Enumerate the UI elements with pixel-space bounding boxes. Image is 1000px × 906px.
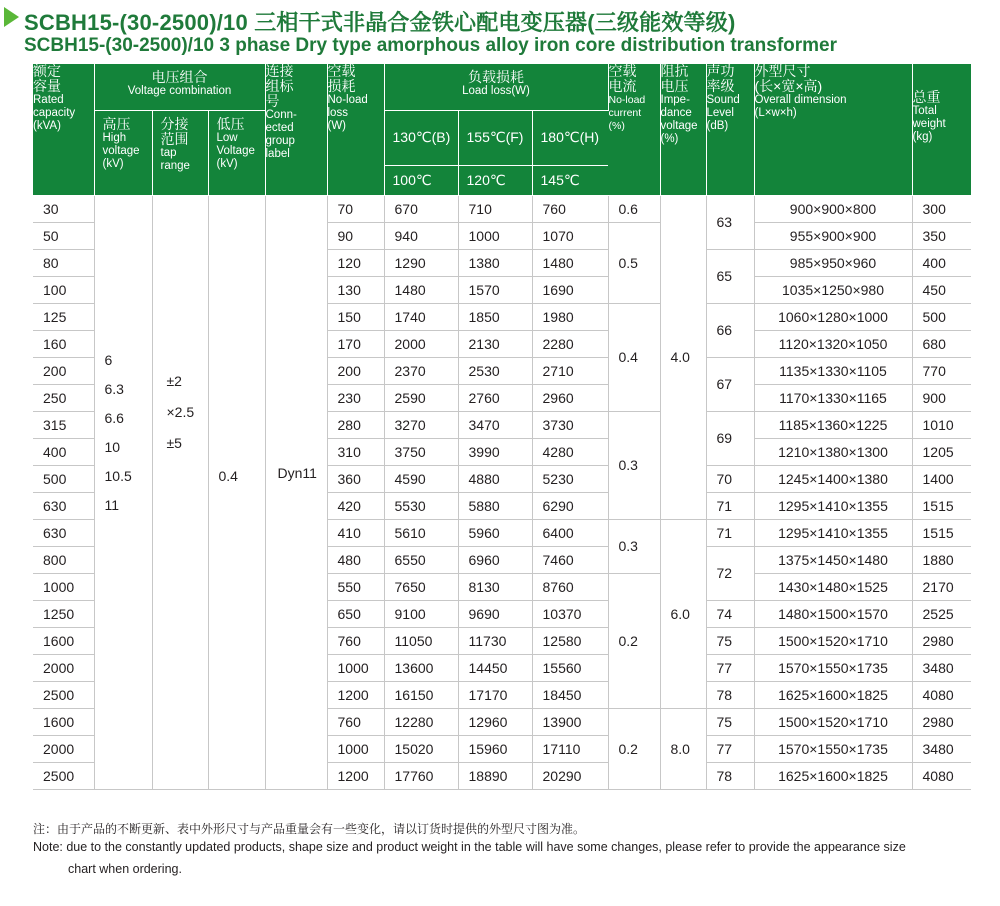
cell-capacity: 2500 — [33, 762, 94, 789]
cell-load-h: 7460 — [532, 546, 608, 573]
cell-capacity: 500 — [33, 465, 94, 492]
cell-noload-loss: 760 — [327, 708, 384, 735]
cell-dimension: 985×950×960 — [754, 249, 912, 276]
cell-dimension: 955×900×900 — [754, 222, 912, 249]
cell-load-b: 12280 — [384, 708, 458, 735]
cell-load-h: 1480 — [532, 249, 608, 276]
cell-load-b: 16150 — [384, 681, 458, 708]
cell-noload-loss: 90 — [327, 222, 384, 249]
cell-dimension: 1170×1330×1165 — [754, 384, 912, 411]
header-voltage — [94, 64, 265, 110]
header-high-en: High voltage (kV) — [102, 131, 140, 170]
cell-noload-loss: 230 — [327, 384, 384, 411]
cell-dimension: 1625×1600×1825 — [754, 681, 912, 708]
cell-noload-loss: 480 — [327, 546, 384, 573]
cell-noload-loss: 650 — [327, 600, 384, 627]
cell-sound-level: 69 — [706, 411, 754, 465]
header-high-cn: 高压 — [102, 115, 131, 132]
high-voltage-value: 10 — [104, 438, 121, 455]
cell-sound-level: 65 — [706, 249, 754, 303]
header-noload-en: No-load loss (W) — [327, 94, 368, 132]
cell-noload-loss: 1200 — [327, 762, 384, 789]
header-tap-en: tap range — [160, 146, 190, 172]
cell-weight: 4080 — [912, 762, 971, 789]
header-weight — [912, 64, 971, 195]
cell-load-b: 7650 — [384, 573, 458, 600]
cell-capacity: 1600 — [33, 708, 94, 735]
cell-noload-loss: 410 — [327, 519, 384, 546]
cell-weight: 400 — [912, 249, 971, 276]
tap-range-value: ±2 — [166, 372, 182, 389]
cell-sound-level: 78 — [706, 762, 754, 789]
cell-capacity: 30 — [33, 195, 94, 222]
cell-load-b: 2590 — [384, 384, 458, 411]
cell-load-h: 12580 — [532, 627, 608, 654]
cell-load-b: 3270 — [384, 411, 458, 438]
cell-noload-loss: 760 — [327, 627, 384, 654]
cell-dimension: 1035×1250×980 — [754, 276, 912, 303]
cell-load-b: 15020 — [384, 735, 458, 762]
cell-noload-loss: 200 — [327, 357, 384, 384]
cell-noload-loss: 150 — [327, 303, 384, 330]
cell-load-f: 17170 — [458, 681, 532, 708]
tap-range-value: ×2.5 — [166, 403, 195, 420]
cell-weight: 770 — [912, 357, 971, 384]
cell-capacity: 160 — [33, 330, 94, 357]
note-en-line1: Note: due to the constantly updated products, shape size and product weight in the table will have some changes, please refer to provide the appearance size — [33, 840, 906, 854]
cell-load-b: 2370 — [384, 357, 458, 384]
note-en-line2: chart when ordering. — [68, 862, 182, 876]
cell-load-b: 3750 — [384, 438, 458, 465]
header-ref-h: 145℃ — [532, 165, 608, 195]
header-group-en: Conn- ected group label — [265, 109, 297, 160]
header-capacity-en: Rated capacity (kVA) — [33, 94, 76, 132]
cell-load-f: 5880 — [458, 492, 532, 519]
cell-load-f: 1000 — [458, 222, 532, 249]
cell-capacity: 2000 — [33, 735, 94, 762]
cell-sound-level: 75 — [706, 627, 754, 654]
cell-load-b: 940 — [384, 222, 458, 249]
high-voltage-value: 10.5 — [104, 467, 132, 484]
cell-capacity: 1250 — [33, 600, 94, 627]
cell-dimension: 1500×1520×1710 — [754, 627, 912, 654]
cell-load-f: 1380 — [458, 249, 532, 276]
cell-weight: 1010 — [912, 411, 971, 438]
header-group — [265, 64, 327, 195]
cell-capacity: 80 — [33, 249, 94, 276]
cell-weight: 2980 — [912, 627, 971, 654]
cell-load-b: 1480 — [384, 276, 458, 303]
page-title-cn: SCBH15-(30-2500)/10 三相干式非晶合金铁心配电变压器(三级能效等级) — [24, 10, 736, 35]
table-row — [33, 195, 971, 222]
cell-load-b: 1290 — [384, 249, 458, 276]
cell-load-h: 6400 — [532, 519, 608, 546]
cell-load-b: 17760 — [384, 762, 458, 789]
cell-load-f: 11730 — [458, 627, 532, 654]
header-current-cn: 空载 电流 — [608, 63, 637, 94]
header-dim-cn: 外型尺寸 (长×宽×高) — [754, 63, 823, 94]
cell-weight: 500 — [912, 303, 971, 330]
high-voltage-value: 11 — [104, 496, 120, 513]
cell-sound-level: 71 — [706, 492, 754, 519]
cell-sound-level: 70 — [706, 465, 754, 492]
cell-load-b: 1740 — [384, 303, 458, 330]
cell-load-b: 11050 — [384, 627, 458, 654]
cell-noload-loss: 130 — [327, 276, 384, 303]
cell-load-f: 1850 — [458, 303, 532, 330]
cell-load-h: 17110 — [532, 735, 608, 762]
cell-load-h: 1690 — [532, 276, 608, 303]
cell-noload-current: 0.6 — [608, 195, 660, 222]
header-sound-en: Sound Level (dB) — [706, 94, 740, 132]
cell-dimension: 1375×1450×1480 — [754, 546, 912, 573]
cell-load-f: 2760 — [458, 384, 532, 411]
header-capacity — [33, 64, 94, 195]
title-block — [0, 2, 1000, 56]
cell-capacity: 630 — [33, 492, 94, 519]
cell-dimension: 1245×1400×1380 — [754, 465, 912, 492]
cell-load-b: 5530 — [384, 492, 458, 519]
cell-load-h: 2960 — [532, 384, 608, 411]
cell-load-b: 670 — [384, 195, 458, 222]
header-sound-cn: 声功 率级 — [706, 63, 735, 94]
cell-dimension: 1500×1520×1710 — [754, 708, 912, 735]
cell-noload-current: 0.3 — [608, 411, 660, 519]
cell-load-h: 18450 — [532, 681, 608, 708]
cell-high-voltage — [94, 195, 152, 789]
cell-load-h: 1980 — [532, 303, 608, 330]
cell-load-h: 2710 — [532, 357, 608, 384]
cell-tap-range — [152, 195, 208, 789]
cell-load-f: 15960 — [458, 735, 532, 762]
cell-load-h: 10370 — [532, 600, 608, 627]
header-low-cn: 低压 — [216, 115, 245, 132]
page-title-en: SCBH15-(30-2500)/10 3 phase Dry type amorphous alloy iron core distribution transformer — [24, 35, 838, 56]
cell-load-f: 6960 — [458, 546, 532, 573]
cell-load-h: 3730 — [532, 411, 608, 438]
cell-weight: 900 — [912, 384, 971, 411]
cell-sound-level: 72 — [706, 546, 754, 600]
header-ref-f: 120℃ — [458, 165, 532, 195]
cell-dimension: 1120×1320×1050 — [754, 330, 912, 357]
cell-load-h: 20290 — [532, 762, 608, 789]
cell-sound-level: 78 — [706, 681, 754, 708]
cell-weight: 3480 — [912, 654, 971, 681]
high-voltage-value: 6.3 — [104, 380, 124, 397]
header-noload-cn: 空载 损耗 — [327, 63, 356, 94]
cell-impedance: 6.0 — [660, 519, 706, 708]
cell-dimension: 1570×1550×1735 — [754, 735, 912, 762]
cell-dimension: 1185×1360×1225 — [754, 411, 912, 438]
cell-dimension: 1060×1280×1000 — [754, 303, 912, 330]
triangle-bullet-icon — [4, 7, 19, 27]
cell-noload-loss: 280 — [327, 411, 384, 438]
cell-load-f: 4880 — [458, 465, 532, 492]
cell-noload-loss: 120 — [327, 249, 384, 276]
header-high-voltage — [94, 110, 152, 195]
cell-capacity: 400 — [33, 438, 94, 465]
cell-load-f: 12960 — [458, 708, 532, 735]
cell-load-h: 13900 — [532, 708, 608, 735]
cell-weight: 300 — [912, 195, 971, 222]
cell-weight: 350 — [912, 222, 971, 249]
cell-low-voltage: 0.4 — [208, 195, 265, 789]
cell-weight: 4080 — [912, 681, 971, 708]
cell-noload-loss: 1000 — [327, 735, 384, 762]
cell-load-f: 5960 — [458, 519, 532, 546]
cell-noload-current: 0.4 — [608, 303, 660, 411]
header-sound-level — [706, 64, 754, 195]
cell-weight: 3480 — [912, 735, 971, 762]
cell-sound-level: 74 — [706, 600, 754, 627]
header-weight-cn: 总重 — [912, 89, 941, 105]
cell-capacity: 200 — [33, 357, 94, 384]
cell-load-f: 3990 — [458, 438, 532, 465]
cell-group-label: Dyn11 — [265, 195, 327, 789]
cell-noload-loss: 360 — [327, 465, 384, 492]
high-voltage-value: 6 — [104, 351, 113, 368]
header-load-cn: 负载损耗 — [468, 69, 524, 85]
cell-capacity: 315 — [33, 411, 94, 438]
cell-load-f: 3470 — [458, 411, 532, 438]
cell-load-f: 1570 — [458, 276, 532, 303]
cell-weight: 450 — [912, 276, 971, 303]
header-low-voltage — [208, 110, 265, 195]
cell-load-h: 760 — [532, 195, 608, 222]
header-low-en: Low Voltage (kV) — [216, 131, 255, 170]
cell-capacity: 1600 — [33, 627, 94, 654]
header-weight-en: Total weight (kg) — [912, 105, 946, 143]
cell-load-b: 2000 — [384, 330, 458, 357]
header-load-en: Load loss(W) — [462, 85, 530, 97]
cell-load-b: 6550 — [384, 546, 458, 573]
cell-sound-level: 77 — [706, 735, 754, 762]
cell-load-h: 15560 — [532, 654, 608, 681]
header-ref-b: 100℃ — [384, 165, 458, 195]
cell-load-h: 8760 — [532, 573, 608, 600]
header-imp-en: Impe- dance voltage (%) — [660, 94, 698, 145]
cell-load-b: 9100 — [384, 600, 458, 627]
cell-load-b: 13600 — [384, 654, 458, 681]
cell-capacity: 100 — [33, 276, 94, 303]
cell-load-f: 8130 — [458, 573, 532, 600]
table-body — [33, 195, 971, 789]
tap-range-value: ±5 — [166, 434, 182, 451]
header-load-b: 130℃(B) — [384, 110, 458, 165]
cell-noload-loss: 550 — [327, 573, 384, 600]
cell-noload-loss: 420 — [327, 492, 384, 519]
cell-sound-level: 67 — [706, 357, 754, 411]
cell-weight: 680 — [912, 330, 971, 357]
cell-load-b: 5610 — [384, 519, 458, 546]
cell-sound-level: 71 — [706, 519, 754, 546]
cell-load-h: 2280 — [532, 330, 608, 357]
cell-load-f: 14450 — [458, 654, 532, 681]
cell-weight: 1880 — [912, 546, 971, 573]
cell-load-f: 9690 — [458, 600, 532, 627]
cell-weight: 2525 — [912, 600, 971, 627]
cell-capacity: 1000 — [33, 573, 94, 600]
cell-load-h: 6290 — [532, 492, 608, 519]
cell-noload-current: 0.3 — [608, 519, 660, 573]
cell-weight: 1400 — [912, 465, 971, 492]
cell-load-b: 4590 — [384, 465, 458, 492]
cell-load-f: 2130 — [458, 330, 532, 357]
cell-capacity: 630 — [33, 519, 94, 546]
cell-noload-current: 0.2 — [608, 708, 660, 789]
cell-capacity: 800 — [33, 546, 94, 573]
cell-capacity: 125 — [33, 303, 94, 330]
header-current-en: No-load current (%) — [608, 94, 646, 132]
spec-table — [33, 64, 971, 790]
header-voltage-en: Voltage combination — [127, 85, 232, 97]
cell-weight: 2980 — [912, 708, 971, 735]
header-impedance — [660, 64, 706, 195]
cell-dimension: 1430×1480×1525 — [754, 573, 912, 600]
cell-dimension: 900×900×800 — [754, 195, 912, 222]
header-voltage-cn: 电压组合 — [151, 69, 208, 85]
cell-noload-loss: 1000 — [327, 654, 384, 681]
cell-impedance: 8.0 — [660, 708, 706, 789]
cell-capacity: 250 — [33, 384, 94, 411]
cell-noload-loss: 1200 — [327, 681, 384, 708]
note-cn: 注：由于产品的不断更新、表中外形尺寸与产品重量会有一些变化，请以订货时提供的外型尺寸图为准。 — [33, 822, 586, 836]
header-dim-en: Overall dimension (L×w×h) — [754, 94, 847, 119]
cell-dimension: 1625×1600×1825 — [754, 762, 912, 789]
cell-load-f: 18890 — [458, 762, 532, 789]
cell-noload-loss: 170 — [327, 330, 384, 357]
cell-noload-current: 0.2 — [608, 573, 660, 708]
cell-impedance: 4.0 — [660, 195, 706, 519]
cell-load-h: 4280 — [532, 438, 608, 465]
header-tap-range — [152, 110, 208, 195]
cell-load-f: 710 — [458, 195, 532, 222]
cell-sound-level: 66 — [706, 303, 754, 357]
high-voltage-value: 6.6 — [104, 409, 124, 426]
cell-capacity: 2500 — [33, 681, 94, 708]
cell-noload-loss: 310 — [327, 438, 384, 465]
header-load-loss — [384, 64, 608, 110]
header-load-h: 180℃(H) — [532, 110, 608, 165]
header-tap-cn: 分接 范围 — [160, 115, 189, 147]
cell-load-h: 1070 — [532, 222, 608, 249]
cell-weight: 2170 — [912, 573, 971, 600]
cell-weight: 1515 — [912, 519, 971, 546]
header-noload-loss — [327, 64, 384, 195]
header-noload-current — [608, 64, 660, 195]
table-header — [33, 64, 971, 195]
header-dimension — [754, 64, 912, 195]
cell-sound-level: 77 — [706, 654, 754, 681]
header-load-f: 155℃(F) — [458, 110, 532, 165]
cell-dimension: 1480×1500×1570 — [754, 600, 912, 627]
cell-sound-level: 75 — [706, 708, 754, 735]
cell-dimension: 1295×1410×1355 — [754, 519, 912, 546]
cell-noload-loss: 70 — [327, 195, 384, 222]
cell-sound-level: 63 — [706, 195, 754, 249]
cell-capacity: 2000 — [33, 654, 94, 681]
cell-load-f: 2530 — [458, 357, 532, 384]
cell-capacity: 50 — [33, 222, 94, 249]
cell-noload-current: 0.5 — [608, 222, 660, 303]
header-group-cn: 连接 组标 号 — [265, 63, 294, 109]
cell-weight: 1205 — [912, 438, 971, 465]
header-imp-cn: 阻抗 电压 — [660, 63, 689, 94]
header-capacity-cn: 额定 容量 — [33, 63, 61, 94]
cell-dimension: 1570×1550×1735 — [754, 654, 912, 681]
cell-dimension: 1295×1410×1355 — [754, 492, 912, 519]
cell-dimension: 1135×1330×1105 — [754, 357, 912, 384]
cell-weight: 1515 — [912, 492, 971, 519]
cell-load-h: 5230 — [532, 465, 608, 492]
cell-dimension: 1210×1380×1300 — [754, 438, 912, 465]
